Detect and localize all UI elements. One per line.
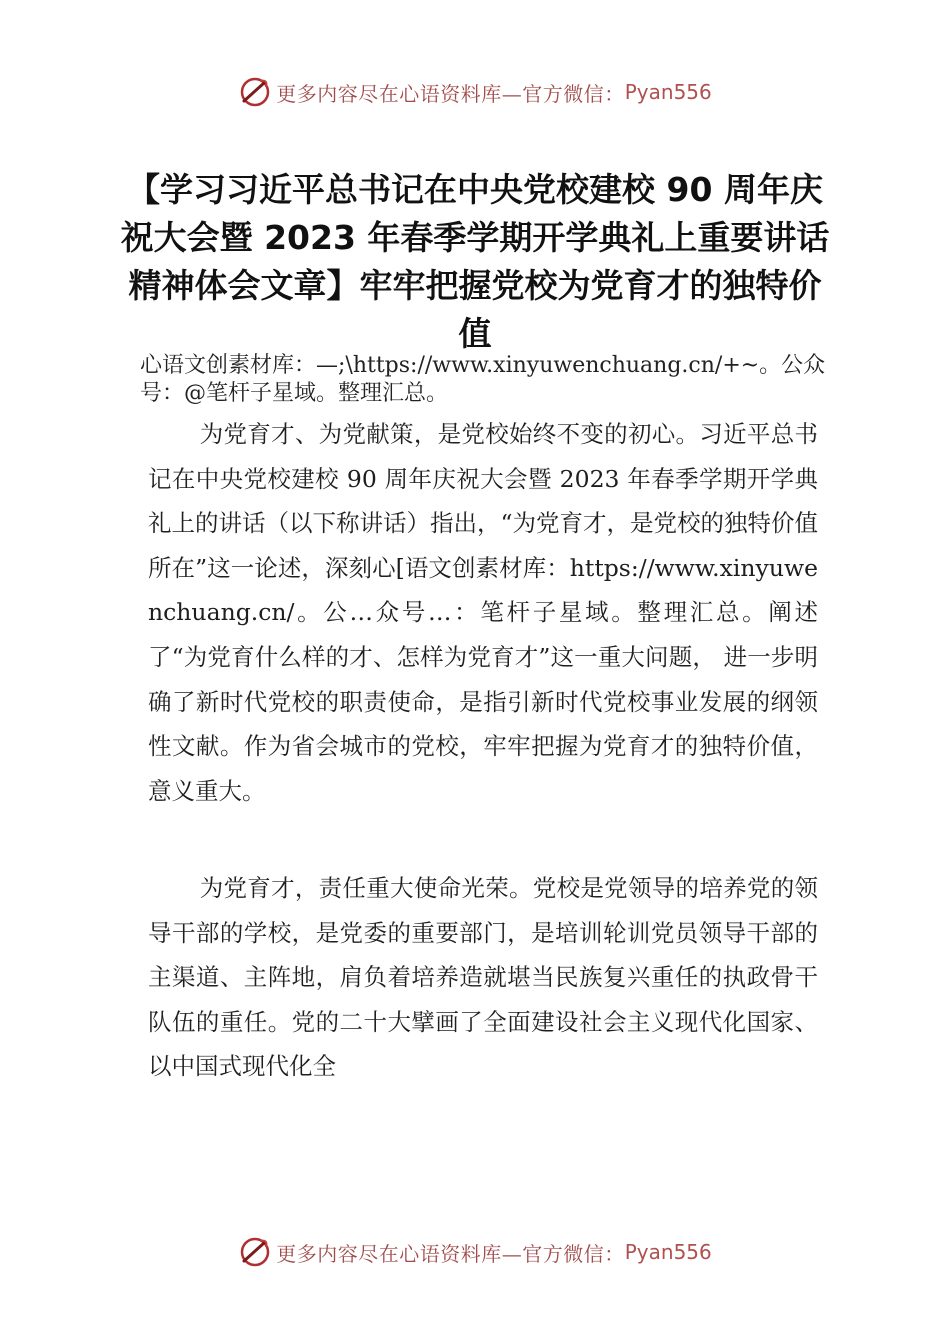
brush-logo-icon: [238, 75, 272, 109]
footer-banner: [0, 1232, 950, 1272]
document-title: 【学习习近平总书记在中央党校建校 90 周年庆祝大会暨 2023 年春季学期开学典礼上重要讲话精神体会文章】牢牢把握党校为党育才的独特价值: [120, 170, 830, 353]
header-banner: [0, 72, 950, 112]
brush-logo-icon: [238, 1235, 272, 1269]
footer-wechat-id: Pyan556: [624, 1240, 712, 1264]
header-wechat-id: Pyan556: [624, 80, 712, 104]
paragraph-1: 为党育才、为党献策，是党校始终不变的初心。习近平总书记在中央党校建校 90 周年庆祝大会暨 2023 年春季学期开学典礼上的讲话（以下称讲话）指出，“为党育才，是党校的独特价值所在”这一论述，深刻心[语文创素材库：https://www.xinyuwenchuang.cn/。公…众号…：笔杆子星域。整理汇总。阐述了“为党育什么样的才、怎样为党育才”这一重大问题， 进一步明确了新时代党校的职责使命，是指引新时代党校事业发展的纲领性文献。作为省会城市的党校，牢牢把握为党育才的独特价值，意义重大。: [148, 420, 819, 805]
header-banner-text: 更多内容尽在心语资料库—官方微信：: [276, 81, 625, 106]
footer-banner-text: 更多内容尽在心语资料库—官方微信：: [276, 1241, 625, 1266]
paragraph-2: 为党育才，责任重大使命光荣。党校是党领导的培养党的领导干部的学校，是党委的重要部门，是培训轮训党员领导干部的主渠道、主阵地，肩负着培养造就堪当民族复兴重任的执政骨干队伍的重任。党的二十大擘画了全面建设社会主义现代化国家、以中国式现代化全: [148, 874, 818, 1081]
source-note: 心语文创素材库：—;\https://www.xinyuwenchuang.cn/+~。公众号：@笔杆子星域。整理汇总。: [140, 353, 826, 406]
